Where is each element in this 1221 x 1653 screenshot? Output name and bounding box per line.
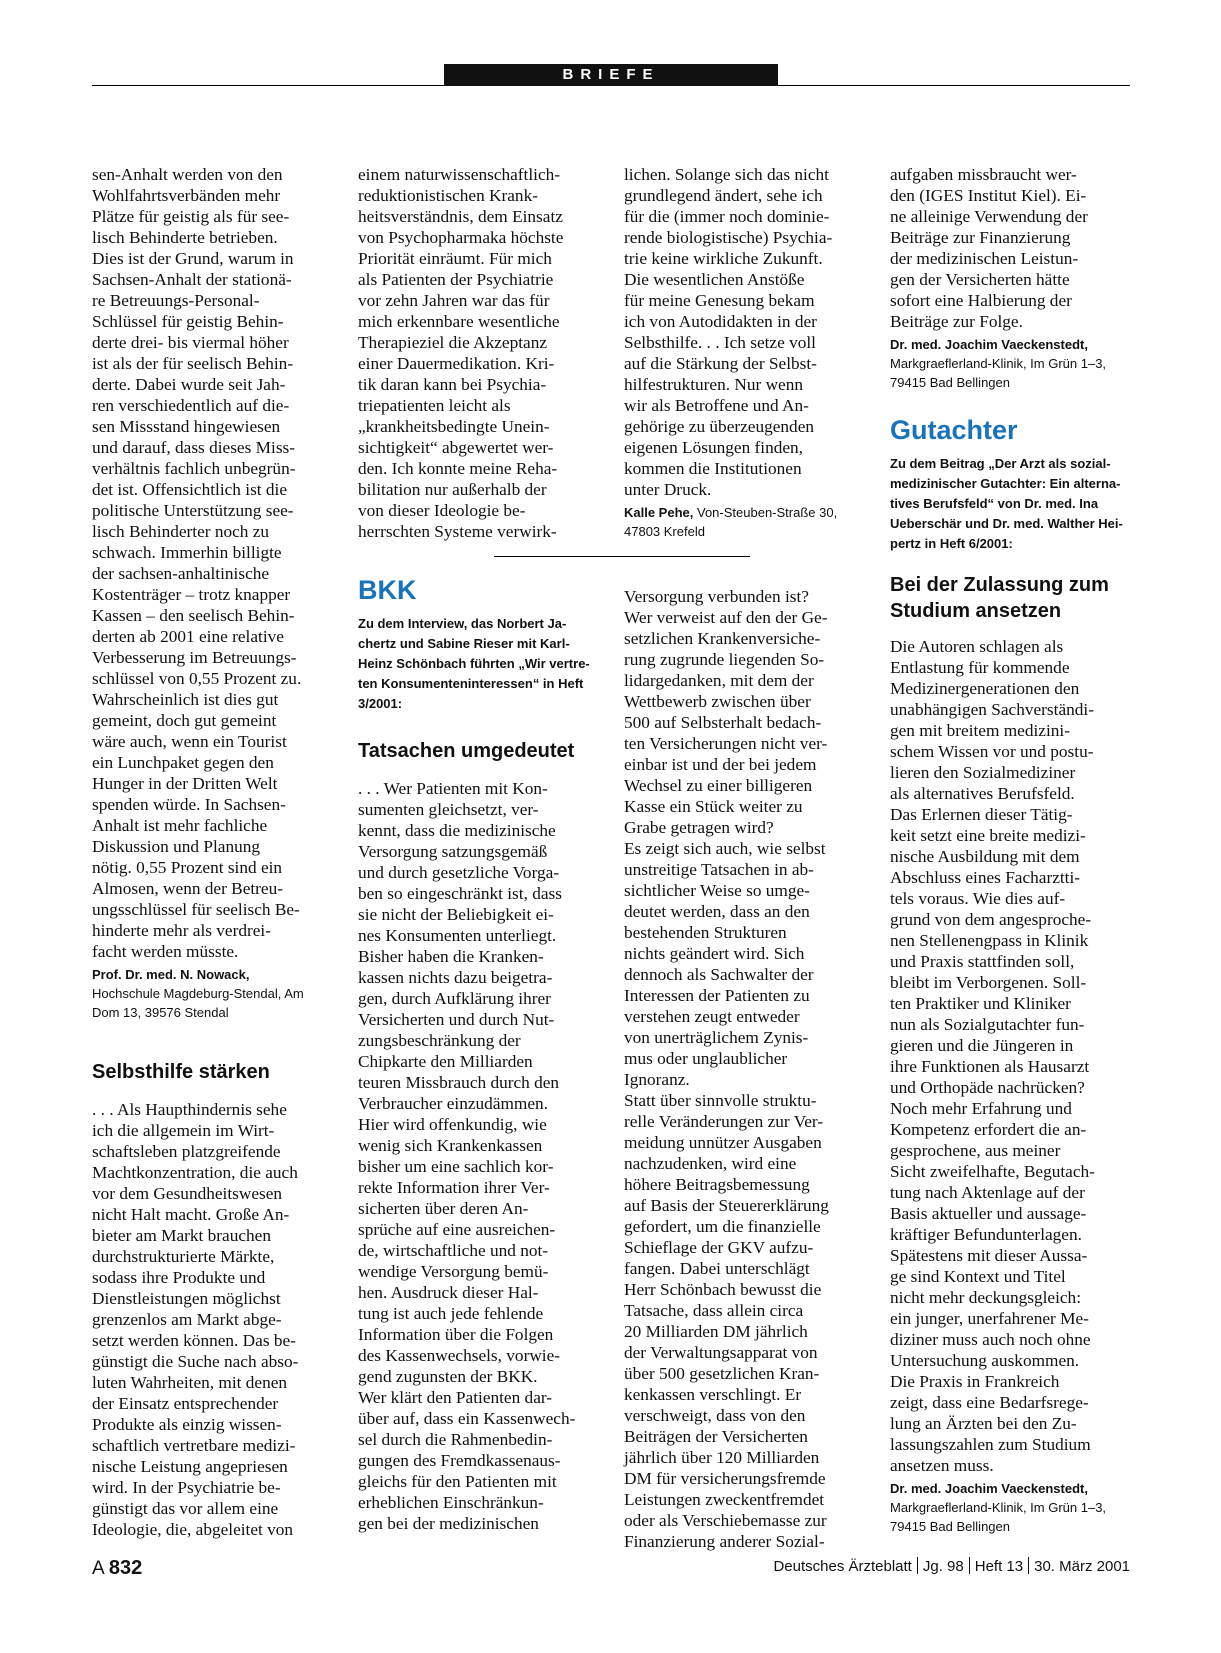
signature-name: Dr. med. Joachim Vaeckenstedt,: [890, 1481, 1088, 1496]
letter-subhead: Selbsthilfe stärken: [92, 1061, 270, 1083]
journal-issue: Heft 13: [974, 1558, 1024, 1575]
letter-text: einem naturwissenschaftlich- reduktionistischen Krank- heitsverständnis, dem Einsatz von Psychopharmaka höchste Priorität einräumt. Für mich als Patienten der Psychiatrie vor zehn Jahren war das für mich erkennbare wesentliche Therapieziel die Akzeptanz einer Dauermedikation. Kri- tik daran kann bei Psychia- triepatienten leicht als „krankheitsbedingte Unein- sichtigkeit“ abgewertet wer- den. Ich konnte meine Reha- bilitation nur außerhalb der von dieser Ideologie be- herrschten Systeme verwirk-: [358, 165, 564, 541]
letter-subhead-line: Studium ansetzen: [890, 600, 1062, 622]
letter-text: lichen. Solange sich das nicht grundlegend ändert, sehe ich für die (immer noch dominie- rende biologistische) Psychia- trie keine wirkliche Zukunft. Die wesentlichen Anstöße für meine Genesung bekam ich von Autodidakten in der Selbsthilfe. . . Ich setze voll auf die Stärkung der Selbst- hilfestrukturen. Nur wenn wir als Betroffene und An- gehörige zu überzeugenden eigenen Lösungen finden, kommen die Institutionen unter Druck.: [624, 165, 833, 499]
signature-name: Dr. med. Joachim Vaeckenstedt,: [890, 337, 1088, 352]
section-intro: Zu dem Interview, das Norbert Ja- chertz und Sabine Rieser mit Karl- Heinz Schönbach führten „Wir vertre- ten Konsumenteninteressen“ in Heft 3/2001:: [358, 616, 590, 711]
signature-address: Hochschule Magdeburg-Stendal, Am Dom 13, 39576 Stendal: [92, 986, 304, 1020]
section-label: BRIEFE: [444, 64, 778, 86]
journal-date: 30. März 2001: [1034, 1558, 1130, 1575]
journal-volume: Jg. 98: [922, 1558, 964, 1575]
column-2-bottom: [358, 574, 590, 1534]
separator: [917, 1557, 918, 1574]
journal-name: Deutsches Ärzteblatt: [773, 1558, 912, 1575]
letter-text: . . . Als Haupthindernis sehe ich die allgemein im Wirt- schaftsleben platzgreifende Machtkonzentration, die auch vor dem Gesundheitswesen nicht Halt macht. Große An- bieter am Markt brauchen durchstrukturierte Märkte, sodass ihre Produkte und Dienstleistungen möglichst grenzenlos am Markt abge- setzt werden können. Das be- günstigt die Suche nach abso- luten Wahrheiten, mit denen der Einsatz entsprechender Produkte als einzig wissen- schaftlich vertretbare medizi- nische Leistung angepriesen wird. In der Psychiatrie be- günstigt das vor allem eine Ideologie, die, abgeleitet von: [92, 1100, 299, 1539]
signature-address: Markgraeflerland-Klinik, Im Grün 1–3, 79415 Bad Bellingen: [890, 1500, 1107, 1534]
signature-address: Markgraeflerland-Klinik, Im Grün 1–3, 79415 Bad Bellingen: [890, 356, 1107, 390]
page-number: [92, 1557, 142, 1580]
section-title: Gutachter: [890, 415, 1018, 445]
section-title: BKK: [358, 575, 417, 605]
letter-text: Die Autoren schlagen als Entlastung für kommende Medizinergenerationen den unabhängigen Sachverständi- gen mit breitem medizini- schem Wissen vor und postu- lieren den Sozialmediziner als alternatives Berufsfeld. Das Erlernen dieser Tätig- keit setzt eine breite medizi- nische Ausbildung mit dem Abschluss eines Facharztti- tels voraus. Wie dies auf- grund von dem angesproche- nen Stellenengpass in Klinik und Praxis stattfinden soll, bleibt im Verborgenen. Soll- ten Praktiker und Kliniker nun als Sozialgutachter fun- gieren und die Jüngeren in ihre Funktionen als Hausarzt und Orthopäde nachrücken? Noch mehr Erfahrung und Kompetenz erfordert die an- gesprochene, aus meiner Sicht zweifelhafte, Begutach- tung nach Aktenlage auf der Basis aktueller und aussage- kräftiger Befundunterlagen. Spätestens mit dieser Aussa- ge sind Kontext und Titel nicht mehr deckungsgleich: ein junger, unerfahrener Me- diziner muss auch noch ohne Untersuchung auskommen. Die Praxis in Frankreich zeigt, dass eine Bedarfsrege- lung an Ärzten bei den Zu- lassungszahlen zum Studium ansetzen muss.: [890, 637, 1095, 1475]
masthead: [773, 1557, 1130, 1575]
section-divider: [494, 556, 750, 557]
signature-name-text: Kalle Pehe,: [624, 505, 694, 520]
column-2-top: [358, 164, 590, 542]
letter-subhead: Tatsachen umgedeutet: [358, 740, 575, 762]
section-intro: Zu dem Beitrag „Der Arzt als sozial- medizinischer Gutachter: Ein alterna- tives Berufsfeld“ von Dr. med. Ina Ueberschär und Dr. med. Walther Hei- pertz in Heft 6/2001:: [890, 456, 1123, 551]
page-prefix: A: [92, 1558, 104, 1579]
column-1: [92, 164, 318, 1540]
column-3-top: [624, 164, 860, 541]
separator: [969, 1557, 970, 1574]
signature-name: [624, 503, 860, 541]
separator: [1028, 1557, 1029, 1574]
page-number-value: 832: [108, 1557, 143, 1579]
column-4: [890, 164, 1130, 1536]
signature-address-inline: Von-Steuben-Straße 30, 47803 Krefeld: [624, 505, 838, 539]
letter-text: Versorgung verbunden ist? Wer verweist auf den der Ge- setzlichen Krankenversiche- rung zugrunde liegenden So- lidargedanken, mit dem der Wettbewerb zwischen über 500 auf Selbsterhalt bedach- ten Versicherungen nicht ver- einbar ist und der bei jedem Wechsel zu einer billigeren Kasse ein Stück weiter zu Grabe getragen wird? Es zeigt sich auch, wie selbst unstreitige Tatsachen in ab- sichtlicher Weise so umge- deutet werden, dass an den bestehenden Strukturen nichts geändert wird. Sich dennoch als Sachwalter der Interessen der Patienten zu verstehen zeugt entweder von unerträglichem Zynis- mus oder unglaublicher Ignoranz. Statt über sinnvolle struktu- relle Veränderungen zur Ver- meidung unnützer Ausgaben nachzudenken, wird eine höhere Beitragsbemessung auf Basis der Steuererklärung gefordert, um die finanzielle Schieflage der GKV aufzu- fangen. Dabei unterschlägt Herr Schönbach bewusst die Tatsache, dass allein circa 20 Milliarden DM jährlich der Verwaltungsapparat von über 500 gesetzlichen Kran- kenkassen verschlingt. Er verschweigt, dass von den Beiträgen der Versicherten jährlich über 120 Milliarden DM für versicherungsfremde Leistungen zweckentfremdet oder als Verschiebemasse zur Finanzierung anderer Sozial-: [624, 587, 829, 1551]
letter-text: . . . Wer Patienten mit Kon- sumenten gleichsetzt, ver- kennt, dass die medizinische Versorgung satzungsgemäß und durch gesetzliche Vorga- ben so eingeschränkt ist, dass sie nicht der Beliebigkeit ei- nes Konsumenten unterliegt. Bisher haben die Kranken- kassen nichts dazu beigetra- gen, durch Aufklärung ihrer Versicherten und durch Nut- zungsbeschränkung der Chipkarte den Milliarden teuren Missbrauch durch den Verbraucher einzudämmen. Hier wird offenkundig, wie wenig sich Krankenkassen bisher um eine sachlich kor- rekte Information ihrer Ver- sicherten über deren An- sprüche auf eine ausreichen- de, wirtschaftliche und not- wendige Versorgung bemü- hen. Ausdruck dieser Hal- tung ist auch jede fehlende Information über die Folgen des Kassenwechsels, vorwie- gend zugunsten der BKK. Wer klärt den Patienten dar- über auf, dass ein Kassenwech- sel durch die Rahmenbedin- gungen des Fremdkassenaus- gleichs für den Patienten mit erheblichen Einschränkun- gen bei der medizinischen: [358, 779, 576, 1533]
column-3-bottom: [624, 586, 860, 1552]
signature-name: Prof. Dr. med. N. Nowack,: [92, 967, 250, 982]
letter-subhead-line: Bei der Zulassung zum: [890, 574, 1109, 596]
letter-text: sen-Anhalt werden von den Wohlfahrtsverbänden mehr Plätze für geistig als für see- lisch Behinderte betrieben. Dies ist der Grund, warum in Sachsen-Anhalt der stationä- re Betreuungs-Personal- Schlüssel für geistig Behin- derte drei- bis viermal höher ist als der für seelisch Behin- derte. Dabei wurde seit Jah- ren verschiedentlich auf die- sen Missstand hingewiesen und darauf, dass dieses Miss- verhältnis fachlich unbegrün- det ist. Offensichtlich ist die politische Unterstützung see- lisch Behinderter noch zu schwach. Immerhin billigte der sachsen-anhaltinische Kostenträger – trotz knapper Kassen – den seelisch Behin- derten ab 2001 eine relative Verbesserung im Betreuungs- schlüssel von 0,55 Prozent zu. Wahrscheinlich ist dies gut gemeint, doch gut gemeint wäre auch, wenn ein Tourist ein Lunchpaket gegen den Hunger in der Dritten Welt spenden würde. In Sachsen- Anhalt ist mehr fachliche Diskussion und Planung nötig. 0,55 Prozent sind ein Almosen, wenn der Betreu- ungsschlüssel für seelisch Be- hinderte mehr als verdrei- facht werden müsste.: [92, 165, 302, 961]
letter-text: aufgaben missbraucht wer- den (IGES Institut Kiel). Ei- ne alleinige Verwendung der Beiträge zur Finanzierung der medizinischen Leistun- gen der Versicherten hätte sofort eine Halbierung der Beiträge zur Folge.: [890, 165, 1088, 331]
